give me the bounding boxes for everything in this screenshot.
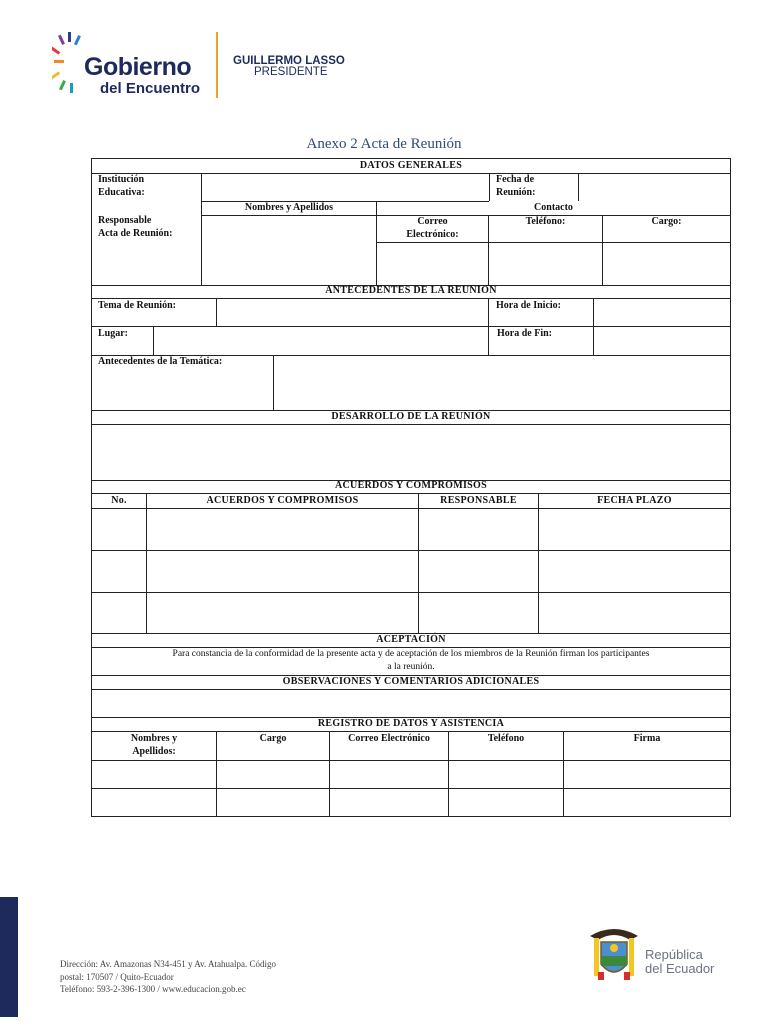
label-correo-line1: Correo xyxy=(417,216,448,227)
republica-ecuador-line2: del Ecuador xyxy=(645,961,715,976)
acuerdos-header-fecha: FECHA PLAZO xyxy=(597,495,672,506)
footer-address xyxy=(60,958,330,996)
republica-ecuador-line1: República xyxy=(645,947,703,962)
registro-header-telefono: Teléfono xyxy=(487,733,525,744)
responsable-nombre-field[interactable] xyxy=(202,216,376,285)
tema-field[interactable] xyxy=(217,299,488,326)
label-tema: Tema de Reunión: xyxy=(98,300,176,311)
registro-header-nombres-line2: Apellidos: xyxy=(132,745,176,757)
label-contacto: Contacto xyxy=(534,202,573,213)
label-antecedentes-tematica: Antecedentes de la Temática: xyxy=(98,356,223,367)
antecedentes-tematica-field[interactable] xyxy=(274,356,730,410)
registro-row-2[interactable] xyxy=(92,789,730,816)
responsable-correo-field[interactable] xyxy=(377,243,488,285)
registro-header-cargo: Cargo xyxy=(259,733,287,744)
gobierno-logo-icon xyxy=(52,30,86,100)
label-telefono: Teléfono: xyxy=(525,216,566,227)
responsable-cargo-field[interactable] xyxy=(603,243,730,285)
registro-header-correo: Correo Electrónico xyxy=(348,733,430,744)
footer-side-bar xyxy=(0,897,18,1017)
acuerdos-header-no: No. xyxy=(111,495,127,506)
hora-fin-field[interactable] xyxy=(594,327,730,355)
ecuador-coat-of-arms-icon xyxy=(584,922,644,984)
president-title: PRESIDENTE xyxy=(254,66,328,78)
fecha-reunion-field[interactable] xyxy=(579,174,730,201)
label-hora-inicio: Hora de Inicio: xyxy=(496,300,561,311)
section-aceptacion: ACEPTACIÓN xyxy=(376,634,446,645)
registro-header-nombres-line1: Nombres y xyxy=(130,733,178,744)
registro-header-nombres xyxy=(92,733,216,758)
section-desarrollo: DESARROLLO DE LA REUNIÓN xyxy=(331,411,491,422)
acuerdos-row-1[interactable] xyxy=(92,509,730,550)
acuerdos-row-3[interactable] xyxy=(92,593,730,633)
label-correo xyxy=(377,216,488,241)
label-hora-fin: Hora de Fin: xyxy=(497,328,552,339)
label-institucion-line2: Educativa: xyxy=(98,186,145,198)
label-nombres-apellidos: Nombres y Apellidos xyxy=(244,202,334,213)
header-divider xyxy=(216,32,218,98)
registro-header-firma: Firma xyxy=(633,733,661,744)
aceptacion-text xyxy=(92,648,730,673)
label-cargo: Cargo: xyxy=(651,216,682,227)
footer-address-line2: postal: 170507 / Quito-Ecuador xyxy=(60,971,174,982)
label-fecha-line2: Reunión: xyxy=(496,186,536,198)
label-correo-line2: Electrónico: xyxy=(406,228,459,240)
acuerdos-header-responsable: RESPONSABLE xyxy=(440,495,517,506)
section-observaciones: OBSERVACIONES Y COMENTARIOS ADICIONALES xyxy=(282,676,540,687)
label-responsable xyxy=(98,215,172,240)
acuerdos-row-2[interactable] xyxy=(92,551,730,592)
responsable-telefono-field[interactable] xyxy=(489,243,602,285)
aceptacion-text-line2: a la reunión. xyxy=(387,661,435,672)
section-registro: REGISTRO DE DATOS Y ASISTENCIA xyxy=(317,718,505,729)
footer-address-line3: Teléfono: 593-2-396-1300 / www.educacion.gob.ec xyxy=(60,984,246,994)
label-lugar: Lugar: xyxy=(98,328,128,339)
label-responsable-line2: Acta de Reunión: xyxy=(98,227,173,239)
observaciones-field[interactable] xyxy=(92,690,730,717)
hora-inicio-field[interactable] xyxy=(594,299,730,326)
label-fecha-reunion xyxy=(496,174,535,199)
institucion-field[interactable] xyxy=(202,174,488,201)
document-title: Anexo 2 Acta de Reunión xyxy=(306,136,462,152)
desarrollo-field[interactable] xyxy=(92,425,730,480)
logo-subtitle: del Encuentro xyxy=(100,80,201,97)
registro-row-1[interactable] xyxy=(92,761,730,788)
section-antecedentes: ANTECEDENTES DE LA REUNION xyxy=(325,285,497,296)
footer-address-line1: Dirección: Av. Amazonas N34-451 y Av. Atahualpa. Código xyxy=(60,959,276,969)
section-acuerdos: ACUERDOS Y COMPROMISOS xyxy=(335,480,487,491)
president-name: GUILLERMO LASSO xyxy=(233,55,345,67)
aceptacion-text-line1: Para constancia de la conformidad de la presente acta y de aceptación de los miembros de la Reunión firman los participantes xyxy=(172,649,650,659)
lugar-field[interactable] xyxy=(154,327,488,355)
label-fecha-line1: Fecha de xyxy=(496,174,535,185)
logo-wordmark: Gobierno xyxy=(84,53,192,81)
label-institucion xyxy=(98,174,145,199)
label-institucion-line1: Institución xyxy=(98,174,145,185)
section-datos-generales: DATOS GENERALES xyxy=(359,160,463,171)
label-responsable-line1: Responsable xyxy=(98,215,152,226)
acuerdos-header-acuerdos: ACUERDOS Y COMPROMISOS xyxy=(206,495,359,506)
